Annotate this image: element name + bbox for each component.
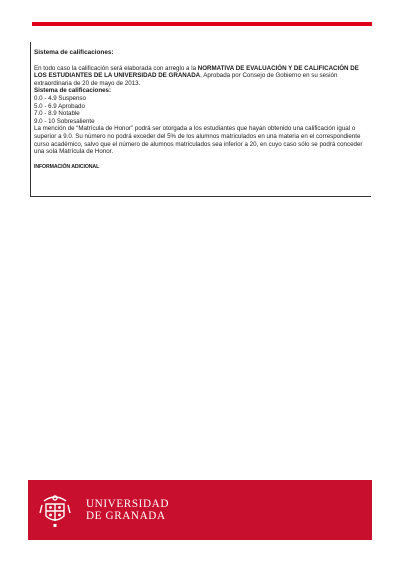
university-name-line2: DE GRANADA: [86, 510, 166, 522]
university-name: [86, 498, 169, 523]
grades-list: [34, 95, 371, 125]
grade-item: 5.0 - 6.9 Aprobado: [34, 102, 85, 110]
normativa-paragraph: [34, 65, 371, 88]
grade-item: 0.0 - 4.9 Suspenso: [34, 94, 86, 102]
grade-item: 9.0 - 10 Sobresaliente: [34, 117, 95, 125]
honor-paragraph: La mención de “Matrícula de Honor” podrá ser otorgada a los estudiantes que hayan obtenido una calificación igual o superior a 9.0. Su número no podrá exceder del 5% de los alumnos matriculados en una materia en el correspondiente curso académico, salvo que el número de alumnos matriculados sea inferior a 20, en cuyo caso sólo se podrá conceder una sola Matrícula de Honor.: [34, 125, 363, 156]
grades-title: Sistema de calificaciones:: [34, 87, 112, 95]
header-rule: [32, 22, 372, 26]
para-text-end: , Aprobada por Consejo de Gobierno en su sesión extraordinaria de 20 de mayo de 2013.: [34, 72, 338, 87]
evaluation-section: [30, 42, 371, 197]
normativa-link[interactable]: NORMATIVA DE EVALUACIÓN Y DE CALIFICACIÓN DE LOS ESTUDIANTES DE LA UNIVERSIDAD DE GRANADA: [34, 64, 359, 80]
grade-item: 7.0 - 8.9 Notable: [34, 110, 80, 118]
para-text-start: En todo caso la calificación será elaborada con arreglo a la: [34, 64, 198, 72]
extra-info-title: INFORMACIÓN ADICIONAL: [34, 163, 100, 170]
university-name-line1: UNIVERSIDAD: [86, 497, 170, 510]
university-logo: [28, 480, 372, 540]
section-title: Sistema de calificaciones:: [34, 49, 114, 56]
crest-icon: [38, 491, 72, 529]
